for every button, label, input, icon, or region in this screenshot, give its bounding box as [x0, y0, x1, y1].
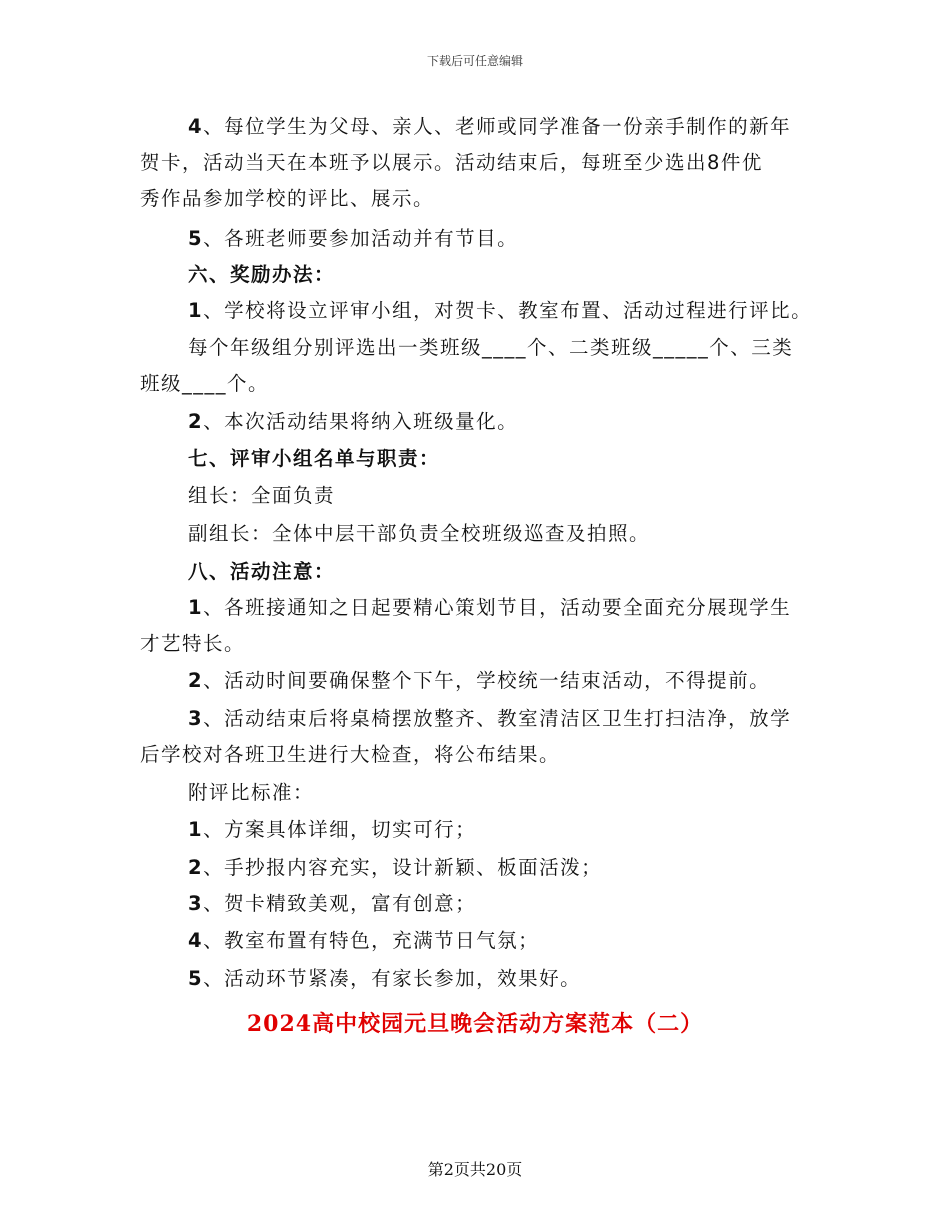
- section-title: 2024高中校园元旦晚会活动方案范本（二）: [246, 1011, 704, 1037]
- paragraph-line: [188, 227, 518, 251]
- line-text: 六、奖励办法：: [188, 263, 336, 286]
- paragraph-line: [188, 707, 791, 731]
- paragraph-line: [188, 596, 791, 620]
- paragraph-line: [188, 522, 650, 546]
- paragraph-line: [188, 336, 793, 360]
- list-number: 2: [188, 669, 204, 692]
- list-number: 1: [188, 818, 204, 841]
- paragraph-line: [188, 967, 581, 991]
- line-text: 后学校对各班卫生进行大检查，将公布结果。: [140, 743, 561, 766]
- line-text: 、教室布置有特色，充满节日气氛；: [203, 929, 540, 952]
- list-number: 2: [188, 410, 204, 433]
- line-text: 组长：全面负责: [188, 484, 336, 507]
- paragraph-line: [140, 632, 245, 656]
- line-text: 秀作品参加学校的评比、展示。: [140, 187, 435, 210]
- list-number: 3: [188, 707, 204, 730]
- list-number: 5: [188, 967, 204, 990]
- list-number: 1: [188, 299, 204, 322]
- line-text: 才艺特长。: [140, 632, 246, 655]
- paragraph-line: [188, 115, 791, 139]
- paragraph-line: [188, 856, 602, 880]
- paragraph-line: [188, 669, 770, 693]
- line-text: 、贺卡精致美观，富有创意；: [203, 892, 477, 915]
- paragraph-line: [188, 818, 476, 842]
- list-number: 4: [188, 929, 204, 952]
- list-number: 4: [188, 115, 204, 138]
- paragraph-line: [188, 929, 539, 953]
- paragraph-line: [140, 743, 560, 767]
- section-heading: [188, 263, 335, 287]
- line-text: 每个年级组分别评选出一类班级____个、二类班级_____个、三类: [188, 336, 794, 359]
- paragraph-line: [188, 781, 314, 805]
- line-text: 附评比标准：: [188, 781, 315, 804]
- line-text: 、学校将设立评审小组，对贺卡、教室布置、活动过程进行评比。: [203, 299, 813, 322]
- line-text: 、活动时间要确保整个下午，学校统一结束活动，不得提前。: [203, 669, 771, 692]
- list-number: 5: [188, 227, 204, 250]
- list-number: 2: [188, 856, 204, 879]
- line-text: 班级____个。: [140, 372, 270, 395]
- page-header: 下载后可任意编辑: [426, 54, 523, 68]
- page-footer: 第2页共20页: [427, 1160, 523, 1179]
- paragraph-line: [140, 187, 434, 211]
- section-heading: [188, 560, 335, 584]
- paragraph-line: [188, 892, 476, 916]
- line-text: 、方案具体详细，切实可行；: [203, 818, 477, 841]
- paragraph-line: [188, 410, 518, 434]
- line-text: 八、活动注意：: [188, 560, 336, 583]
- line-text: 、手抄报内容充实，设计新颖、板面活泼；: [203, 856, 603, 879]
- paragraph-line: [188, 484, 335, 508]
- line-text: 、本次活动结果将纳入班级量化。: [203, 410, 519, 433]
- list-number: 3: [188, 892, 204, 915]
- line-text: 、活动结束后将桌椅摆放整齐、教室清洁区卫生打扫洁净，放学: [203, 707, 792, 730]
- line-text: 贺卡，活动当天在本班予以展示。活动结束后，每班至少选出8件优: [140, 151, 763, 174]
- line-text: 七、评审小组名单与职责：: [188, 447, 441, 470]
- line-text: 副组长：全体中层干部负责全校班级巡查及拍照。: [188, 522, 651, 545]
- line-text: 、各班老师要参加活动并有节目。: [203, 227, 519, 250]
- line-text: 、各班接通知之日起要精心策划节目，活动要全面充分展现学生: [203, 596, 792, 619]
- paragraph-line: [140, 372, 269, 396]
- section-heading: [188, 447, 440, 471]
- paragraph-line: [140, 151, 763, 175]
- list-number: 1: [188, 596, 204, 619]
- paragraph-line: [188, 299, 812, 323]
- line-text: 、每位学生为父母、亲人、老师或同学准备一份亲手制作的新年: [203, 115, 792, 138]
- line-text: 、活动环节紧凑，有家长参加，效果好。: [203, 967, 582, 990]
